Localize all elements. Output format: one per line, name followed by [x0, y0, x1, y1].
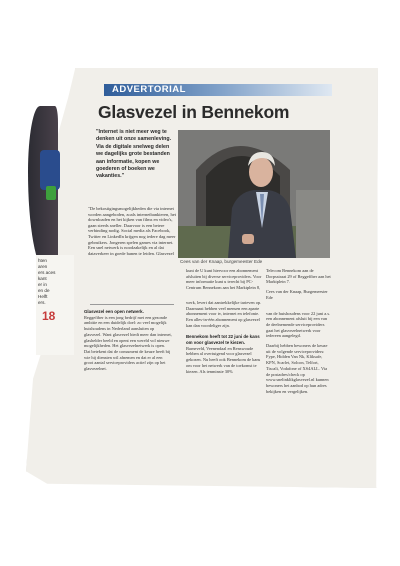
strip-text-lines: hten aren ers aces kant er in en de Helft ers. [38, 258, 56, 305]
banner-label: ADVERTORIAL [112, 84, 186, 95]
column-2 [186, 268, 262, 374]
column-1-text: Reggefiber is een jong bedrijf met een gezonde ambitie en een duidelijk doel: zo veel mogelijk huishoudens in Nederland aansluiten op glasvezel. Want glasvezel biedt meer dan internet, glashelder beeld en opent een wereld vol nieuwe mogelijkheden. Het glasvezelnetwerk is open. Dat betekent dat de consument de keuze heeft bij wie hij diensten wil afnemen en dat er al een groot aantal serviceproviders actief zijn op het glasvezelnet. [84, 314, 172, 372]
pull-quote: "Internet is niet meer weg te denken uit onze samenleving. Via de digitale snelweg delen we dagelijks grote bestanden aan informatie, kopen we goederen of boeken we vakanties." [96, 129, 172, 180]
column-2-top-text: kunt de U kunt hiervoor een abonnement afsluiten bij diverse serviceproviders. Voor meer informatie kunt u terecht bij PC-Centrum Bennekom aan het Marktplein 8, [186, 268, 262, 291]
strip-number: 18 [42, 309, 56, 323]
column-3 [266, 268, 332, 394]
column-1-heading: Glasvezel een open netwerk. [84, 309, 144, 314]
column-2-heading: Bennekom heeft tot 22 juni de kans om voor glasvezel te kiezen. [186, 334, 260, 346]
intro-text: "De bekostigingsmogelijkheden die via internet worden aangeboden, zoals internetbankieren, het downloaden en het kijken van films en video's, gaan steeds sneller. Daarvoor is een betere verbinding nodig. Social media als Facebook, Twitter en LinkedIn krijgen nog iedere dag meer gebruikers. Jongeren spelen games via internet. Een snel netwerk is noodzakelijk en al dat dataverkeer in goede banen te leiden. Glasvezel [88, 206, 176, 256]
article-title: Glasvezel in Bennekom [98, 102, 290, 122]
column-3-signature: Cees van der Knaap, Burgemeester Ede [266, 289, 328, 300]
column-3-top-text: Telecom Bennekom aan de Dorpsstraat 29 of Reggefiber aan het Marktplein 7. [266, 268, 331, 285]
torn-edge-blue-detail [40, 150, 60, 190]
torn-edge-green-detail [46, 186, 56, 200]
column-divider [90, 304, 174, 305]
left-torn-strip [36, 255, 74, 355]
photo-scene [178, 130, 330, 258]
column-1 [84, 309, 172, 372]
advertorial-banner [104, 84, 332, 96]
column-2-text-b: Barneveld, Veenendaal en Renswoude hebben al overtuigend voor glasvezel gekozen. Nu heeft ook Bennekom de kans om voor het netwerk van de toekomst te kiezen. Als tenminste 30% [186, 345, 261, 374]
column-3-text-b: Daarbij hebben bewoners de keuze uit de volgende serviceproviders: Fype, Hidden Van Nk, Kliksafe, KPN, Scarlet, Solcon, Telfort, Tiscali, Vodafone of XS4ALL. Via de postadres/check op www.snelinklikglasvezel.nl kunnen bewoners het aanbod op hun adres bekijken en vergelijken. [266, 343, 329, 394]
photo-caption: Cees van der Knaap, burgemeester Ede [180, 259, 263, 264]
mayor-photo [178, 130, 330, 258]
column-2-text-a: werk, levert dat aantrekkelijke tarieven op. Daarnaast hebben veel mensen een aparte abonnement voor tv, internet en telefonie. Een alles-in-één abonnement op glasvezel kan dan voordeliger zijn. [186, 299, 262, 328]
column-3-text-a: van de huishoudens voor 22 juni a.s. een abonnement afsluit bij een van de deelnemende serviceproviders gaat het glasvezelnetwerk voor iedereen aangelegd. [266, 310, 331, 339]
